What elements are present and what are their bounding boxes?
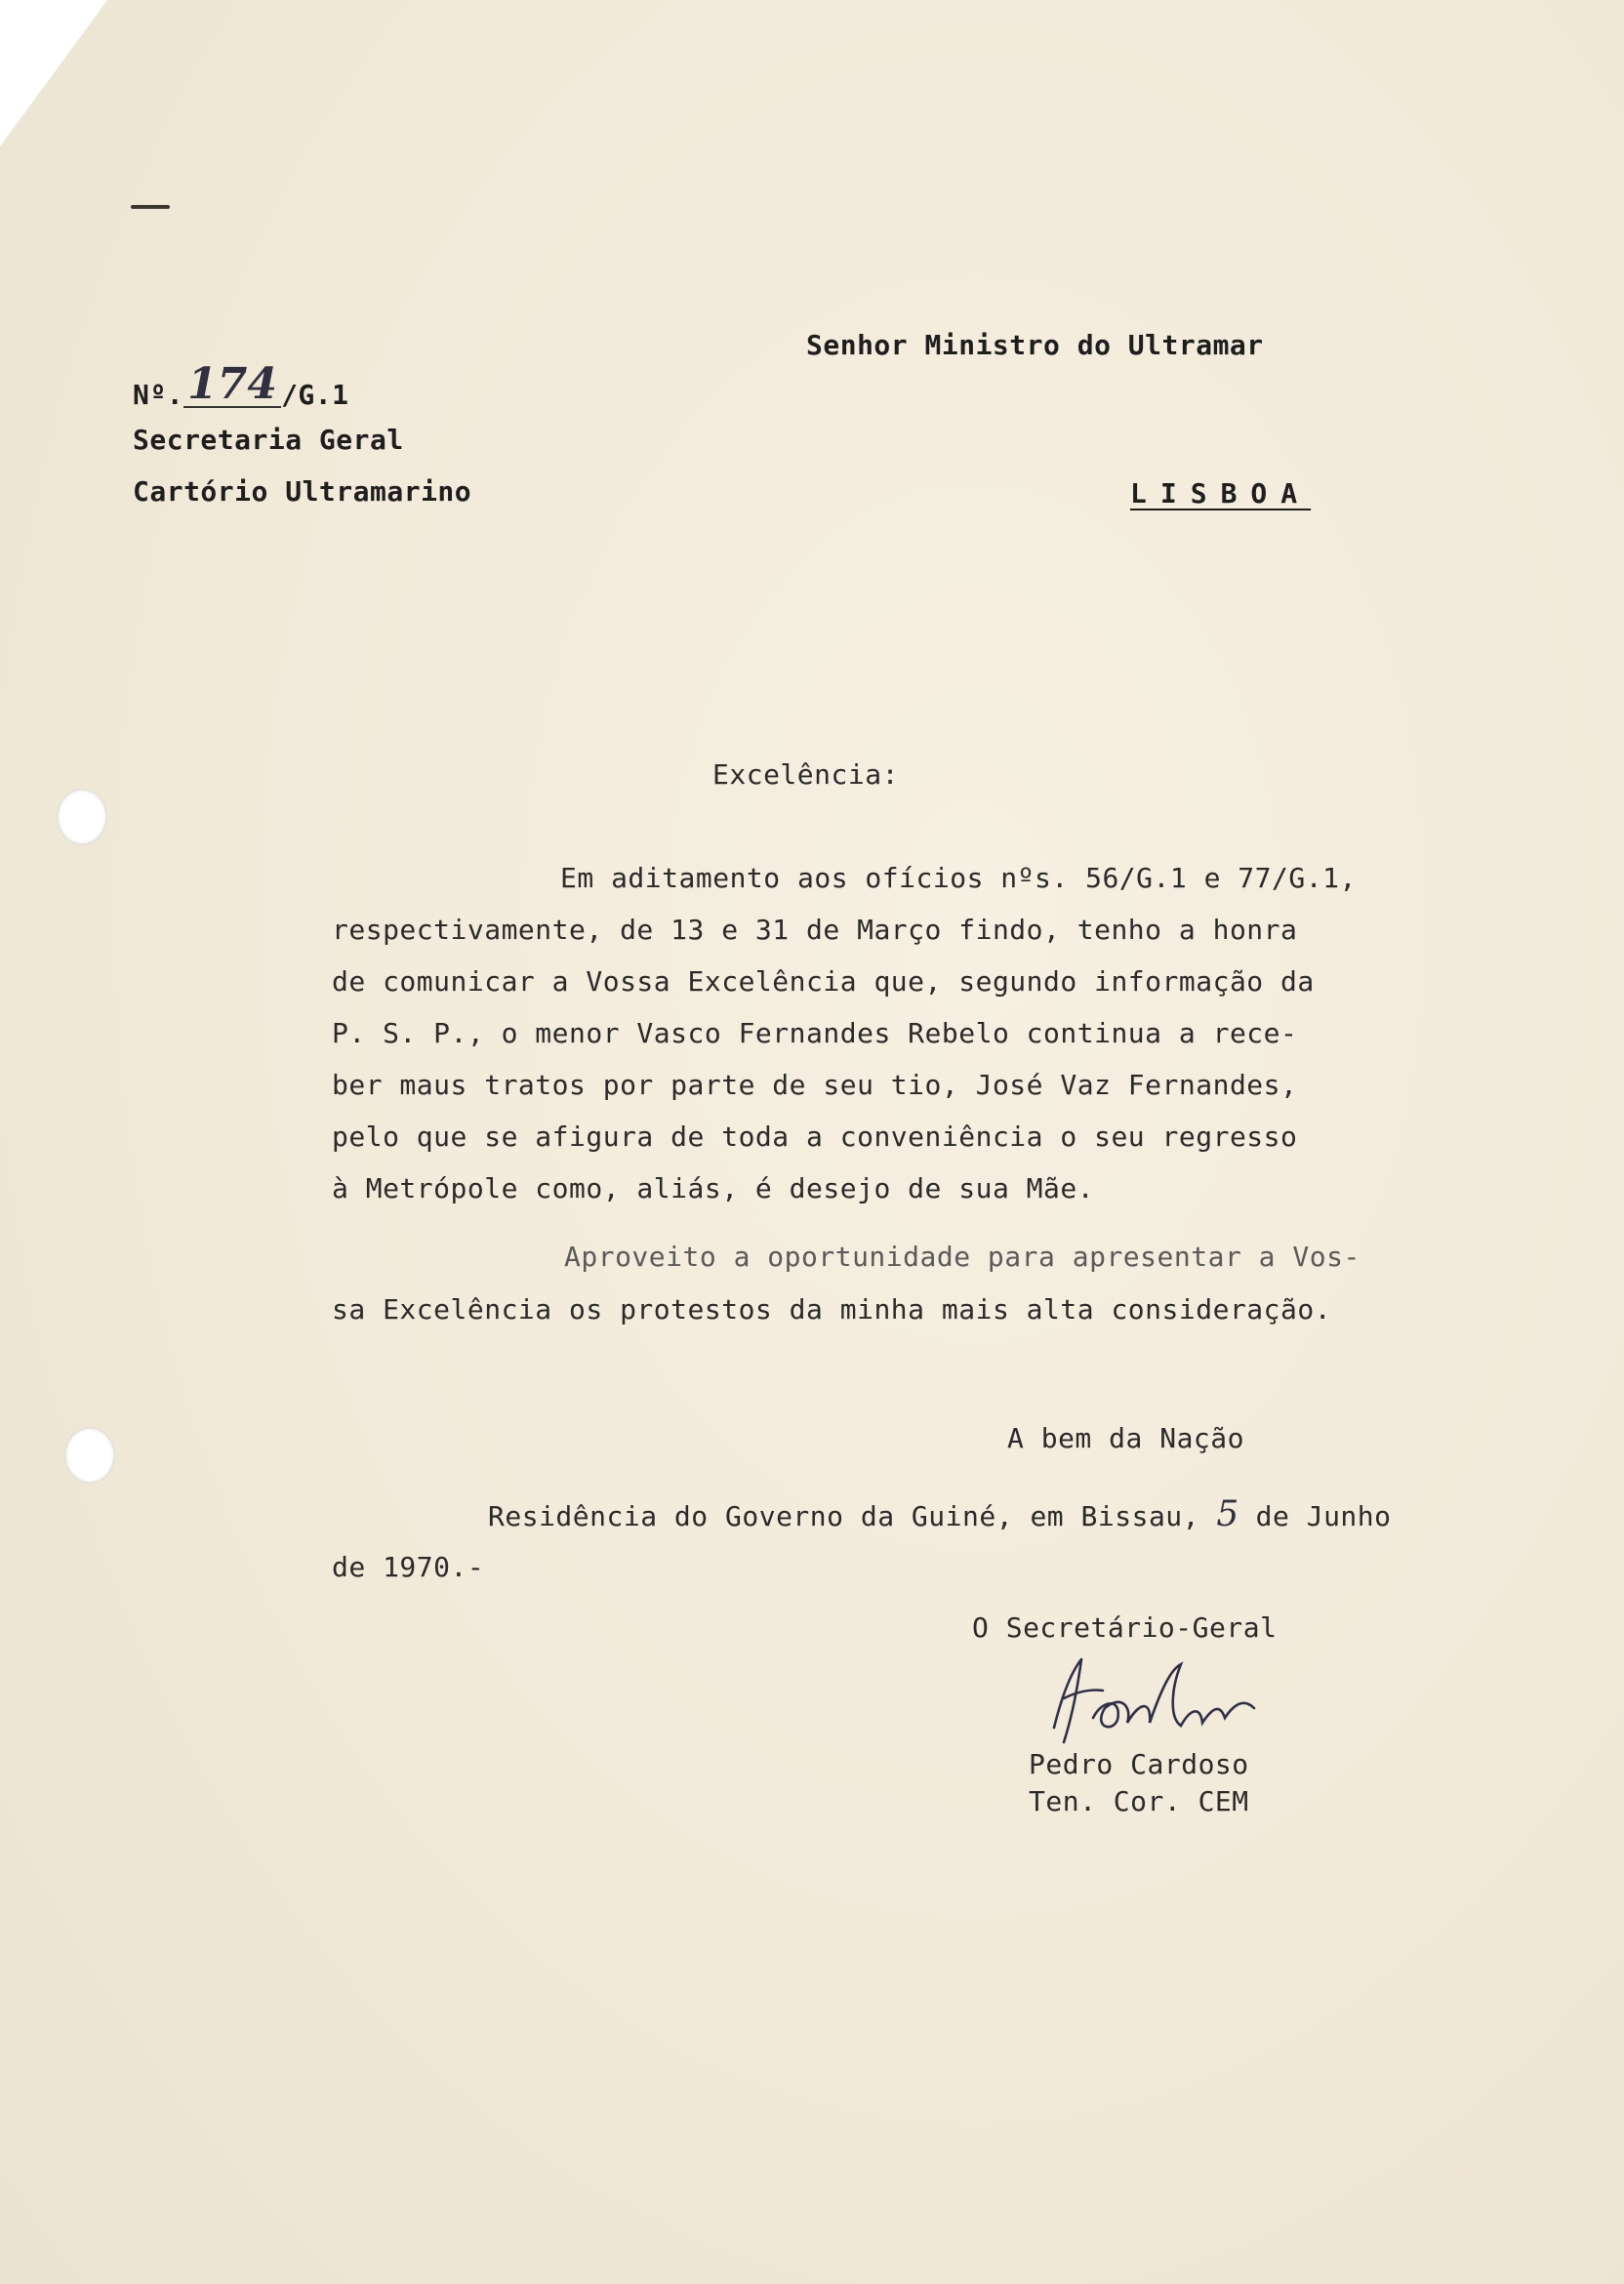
- handwritten-signature: [1035, 1650, 1288, 1757]
- torn-corner: [0, 0, 107, 146]
- month: de Junho: [1255, 1500, 1392, 1532]
- place-date-line: [488, 1494, 1392, 1534]
- paragraph-1-line-7: à Metrópole como, aliás, é desejo de sua Mãe.: [332, 1172, 1095, 1204]
- year-line: de 1970.-: [332, 1551, 485, 1583]
- paragraph-1-line-6: pelo que se afigura de toda a conveniência o seu regresso: [332, 1121, 1298, 1153]
- recipient-city: LISBOA: [1130, 477, 1312, 510]
- handwritten-day: 5: [1216, 1494, 1239, 1534]
- punch-hole-bottom: [64, 1427, 115, 1484]
- reference-prefix: Nº.: [133, 379, 184, 411]
- signer-rank: Ten. Cor. CEM: [1029, 1785, 1249, 1817]
- reference-handwritten-number: 174: [183, 363, 281, 408]
- paragraph-1-line-5: ber maus tratos por parte de seu tio, José Vaz Fernandes,: [332, 1069, 1298, 1101]
- paragraph-1-line-4: P. S. P., o menor Vasco Fernandes Rebelo continua a rece-: [332, 1017, 1298, 1049]
- department-line-1: Secretaria Geral: [133, 424, 404, 456]
- ink-mark: [131, 205, 170, 209]
- punch-hole-top: [57, 789, 107, 845]
- department-line-2: Cartório Ultramarino: [133, 475, 472, 508]
- signer-name: Pedro Cardoso: [1029, 1748, 1249, 1780]
- reference-number: [133, 359, 349, 414]
- recipient: Senhor Ministro do Ultramar: [806, 329, 1264, 361]
- paragraph-1-line-1: Em aditamento aos ofícios nºs. 56/G.1 e 77/G.1,: [560, 862, 1357, 894]
- paragraph-2-line-1: Aproveito a oportunidade para apresentar a Vos-: [564, 1241, 1360, 1273]
- paragraph-1-line-2: respectivamente, de 13 e 31 de Março findo, tenho a honra: [332, 914, 1298, 946]
- paragraph-2-line-2: sa Excelência os protestos da minha mais alta consideração.: [332, 1293, 1332, 1326]
- reference-suffix: /G.1: [281, 379, 349, 411]
- place: Residência do Governo da Guiné, em Bissau,: [488, 1500, 1200, 1532]
- closing-motto: A bem da Nação: [1007, 1422, 1245, 1454]
- salutation: Excelência:: [712, 758, 899, 791]
- paragraph-1-line-3: de comunicar a Vossa Excelência que, segundo informação da: [332, 965, 1315, 998]
- signer-title: O Secretário-Geral: [972, 1611, 1278, 1644]
